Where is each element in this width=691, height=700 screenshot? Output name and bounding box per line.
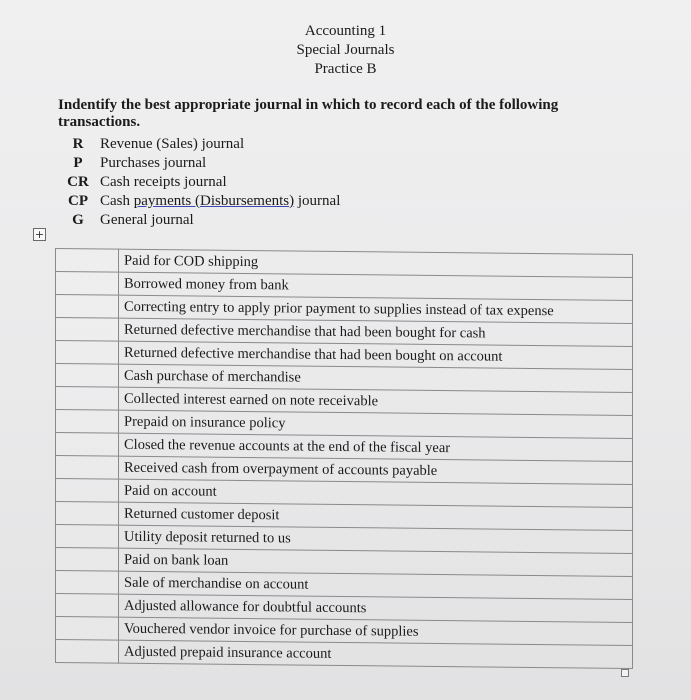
transaction-description-cell: Paid on bank loan: [119, 548, 633, 576]
transaction-description-cell: Vouchered vendor invoice for purchase of supplies: [119, 617, 633, 645]
legend-row-purchases: [58, 154, 340, 173]
legend-description: General journal: [100, 212, 194, 228]
journal-answer-cell[interactable]: [56, 410, 119, 434]
legend-description-part: Cash: [100, 193, 134, 209]
journal-answer-cell[interactable]: [56, 295, 119, 319]
transactions-table-body: [56, 249, 633, 669]
transaction-description-cell: Returned defective merchandise that had been bought for cash: [119, 318, 633, 346]
legend-code: CP: [68, 193, 88, 209]
transaction-description-cell: Borrowed money from bank: [119, 272, 633, 300]
legend-row-general: [58, 211, 340, 230]
legend-description: Cash receipts journal: [100, 174, 227, 190]
legend-description: Purchases journal: [100, 155, 207, 171]
transaction-description-cell: Returned customer deposit: [119, 502, 633, 530]
transaction-description-cell: Returned defective merchandise that had been bought on account: [119, 341, 633, 369]
legend-row-cash-payments: [58, 192, 340, 211]
journal-answer-cell[interactable]: [56, 617, 119, 641]
legend-code: R: [72, 136, 84, 152]
legend-row-revenue: [58, 135, 340, 154]
transactions-table: [55, 248, 633, 669]
legend-description: [98, 192, 340, 211]
legend-code: CR: [67, 174, 89, 190]
journal-answer-cell[interactable]: [56, 318, 119, 342]
journal-answer-cell[interactable]: [56, 525, 119, 549]
table-row: [56, 640, 633, 669]
worksheet-title: Special Journals: [296, 42, 395, 58]
transaction-description-cell: Paid on account: [119, 479, 633, 507]
table-resize-handle-icon[interactable]: [621, 669, 629, 677]
spellcheck-underlined-text: payments (Disbursements): [133, 193, 295, 209]
transaction-description-cell: Adjusted allowance for doubtful accounts: [119, 594, 633, 622]
transaction-description-cell: Received cash from overpayment of accounts payable: [119, 456, 633, 484]
transaction-description-cell: Paid for COD shipping: [119, 249, 633, 277]
transaction-description-cell: Cash purchase of merchandise: [119, 364, 633, 392]
transactions-table-container: [55, 248, 633, 663]
journal-answer-cell[interactable]: [56, 364, 119, 388]
journal-answer-cell[interactable]: [56, 433, 119, 457]
legend-description: Revenue (Sales) journal: [100, 136, 245, 152]
legend-code: P: [73, 155, 83, 171]
practice-label: Practice B: [314, 61, 377, 77]
journal-answer-cell[interactable]: [56, 341, 119, 365]
journal-answer-cell[interactable]: [56, 640, 119, 664]
instructions-text: Indentify the best appropriate journal in which to record each of the following transactions.: [58, 97, 559, 130]
legend-description-part: journal: [294, 193, 341, 209]
journal-legend: [58, 135, 340, 230]
journal-answer-cell[interactable]: [56, 272, 119, 296]
transaction-description-cell: Utility deposit returned to us: [119, 525, 633, 553]
transaction-description-cell: Correcting entry to apply prior payment to supplies instead of tax expense: [119, 295, 633, 323]
document-header: [0, 22, 691, 79]
journal-answer-cell[interactable]: [56, 456, 119, 480]
table-move-handle-icon[interactable]: +: [34, 228, 45, 241]
journal-answer-cell[interactable]: [56, 502, 119, 526]
journal-answer-cell[interactable]: [56, 249, 119, 273]
transaction-description-cell: Sale of merchandise on account: [119, 571, 633, 599]
journal-answer-cell[interactable]: [56, 594, 119, 618]
journal-answer-cell[interactable]: [56, 548, 119, 572]
transaction-description-cell: Collected interest earned on note receivable: [119, 387, 633, 415]
legend-code: G: [72, 212, 84, 228]
transaction-description-cell: Closed the revenue accounts at the end of the fiscal year: [119, 433, 633, 461]
transaction-description-cell: Prepaid on insurance policy: [119, 410, 633, 438]
transaction-description-cell: Adjusted prepaid insurance account: [119, 640, 633, 668]
journal-answer-cell[interactable]: [56, 571, 119, 595]
legend-row-cash-receipts: [58, 173, 340, 192]
course-title: Accounting 1: [304, 23, 387, 39]
journal-answer-cell[interactable]: [56, 387, 119, 411]
journal-answer-cell[interactable]: [56, 479, 119, 503]
